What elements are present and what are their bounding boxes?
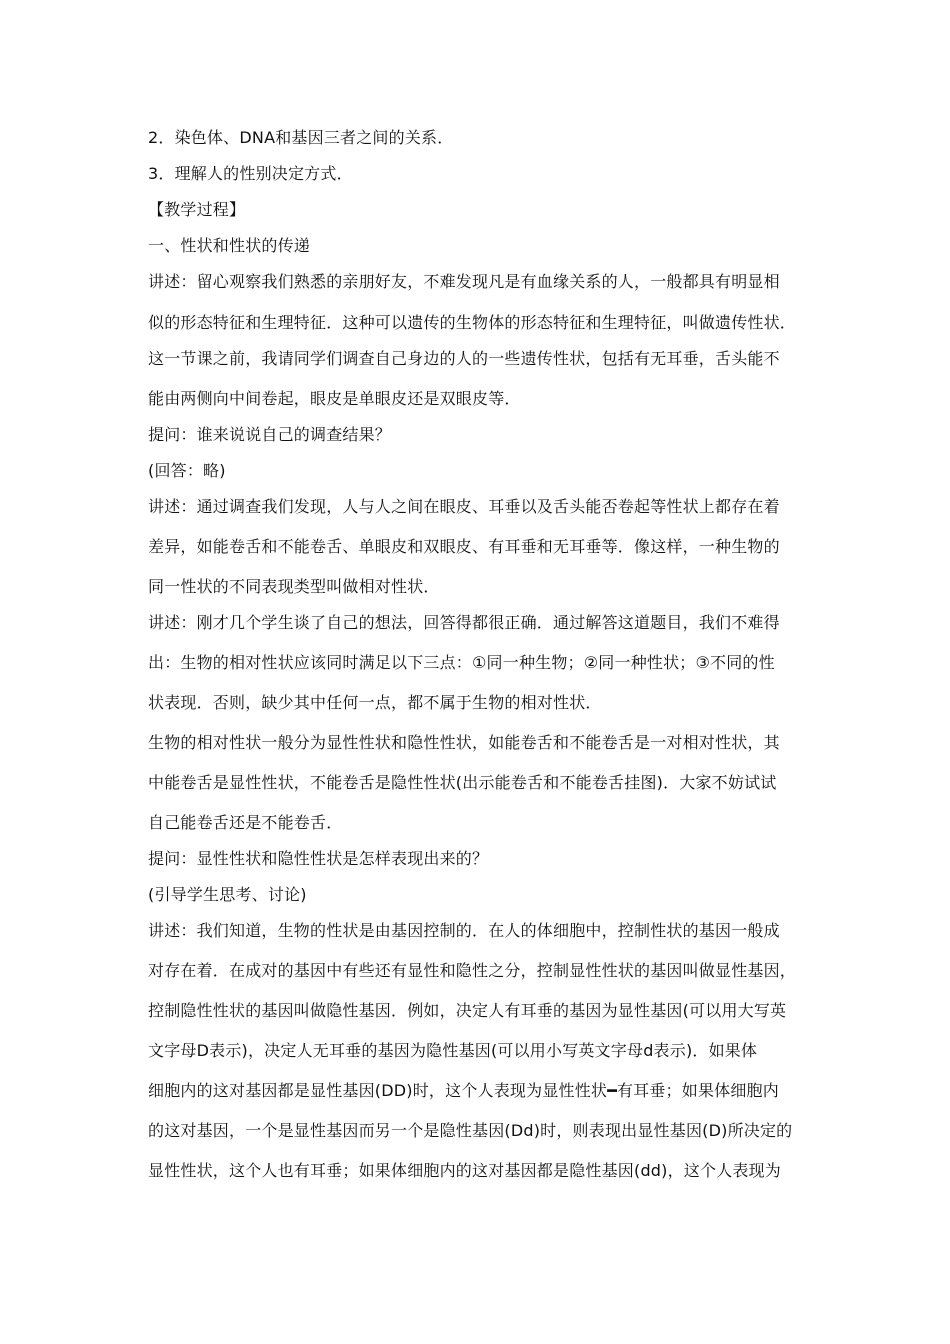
text-line: 自己能卷舌还是不能卷舌． [148,813,343,832]
text-line: (引导学生思考、讨论) [148,885,307,904]
text-line: 提问：谁来说说自己的调查结果？ [148,425,392,444]
text-line: 讲述：留心观察我们熟悉的亲朋好友，不难发现凡是有血缘关系的人，一般都具有明显相 [148,272,780,291]
text-line: 的这对基因，一个是显性基因而另一个是隐性基因(Dd)时，则表现出显性基因(D)所决定的 [148,1121,793,1140]
text-line: 生物的相对性状一般分为显性性状和隐性性状，如能卷舌和不能卷舌是一对相对性状，其 [148,733,780,752]
text-line: 这一节课之前，我请同学们调查自己身边的人的一些遗传性状，包括有无耳垂，舌头能不 [148,349,780,368]
text-line: 讲述：刚才几个学生谈了自己的想法，回答得都很正确．通过解答这道题目，我们不难得 [148,613,780,632]
text-line: 显性性状，这个人也有耳垂；如果体细胞内的这对基因都是隐性基因(dd)，这个人表现为 [148,1161,781,1180]
text-line: 似的形态特征和生理特征．这种可以遗传的生物体的形态特征和生理特征，叫做遗传性状． [148,313,797,332]
text-line: 文字母D表示)，决定人无耳垂的基因为隐性基因(可以用小写英文字母d表示)．如果体 [148,1041,758,1060]
text-line: 讲述：我们知道，生物的性状是由基因控制的．在人的体细胞中，控制性状的基因一般成 [148,921,780,940]
text-line: 细胞内的这对基因都是显性基因(DD)时，这个人表现为显性性状━有耳垂；如果体细胞内 [148,1081,779,1100]
text-line: 提问：显性性状和隐性性状是怎样表现出来的？ [148,849,489,868]
text-line: 3．理解人的性别决定方式． [148,164,353,183]
text-line: 状表现．否则，缺少其中任何一点，都不属于生物的相对性状． [148,693,602,712]
text-line: 差异，如能卷舌和不能卷舌、单眼皮和双眼皮、有耳垂和无耳垂等．像这样，一种生物的 [148,537,780,556]
text-line: (回答：略) [148,461,226,480]
text-line: 能由两侧向中间卷起，眼皮是单眼皮还是双眼皮等． [148,389,521,408]
text-line: 讲述：通过调查我们发现，人与人之间在眼皮、耳垂以及舌头能否卷起等性状上都存在着 [148,497,780,516]
text-line: 中能卷舌是显性性状，不能卷舌是隐性性状(出示能卷舌和不能卷舌挂图)．大家不妨试试 [148,773,777,792]
text-line: 同一性状的不同表现类型叫做相对性状． [148,577,440,596]
section-heading: 【教学过程】 [148,200,246,219]
text-line: 对存在着．在成对的基因中有些还有显性和隐性之分，控制显性性状的基因叫做显性基因， [148,961,797,980]
text-line: 控制隐性性状的基因叫做隐性基因．例如，决定人有耳垂的基因为显性基因(可以用大写英 [148,1001,787,1020]
text-line: 2．染色体、DNA和基因三者之间的关系． [148,128,454,147]
section-heading: 一、性状和性状的传递 [148,236,311,255]
text-line: 出：生物的相对性状应该同时满足以下三点：①同一种生物；②同一种性状；③不同的性 [148,653,775,672]
